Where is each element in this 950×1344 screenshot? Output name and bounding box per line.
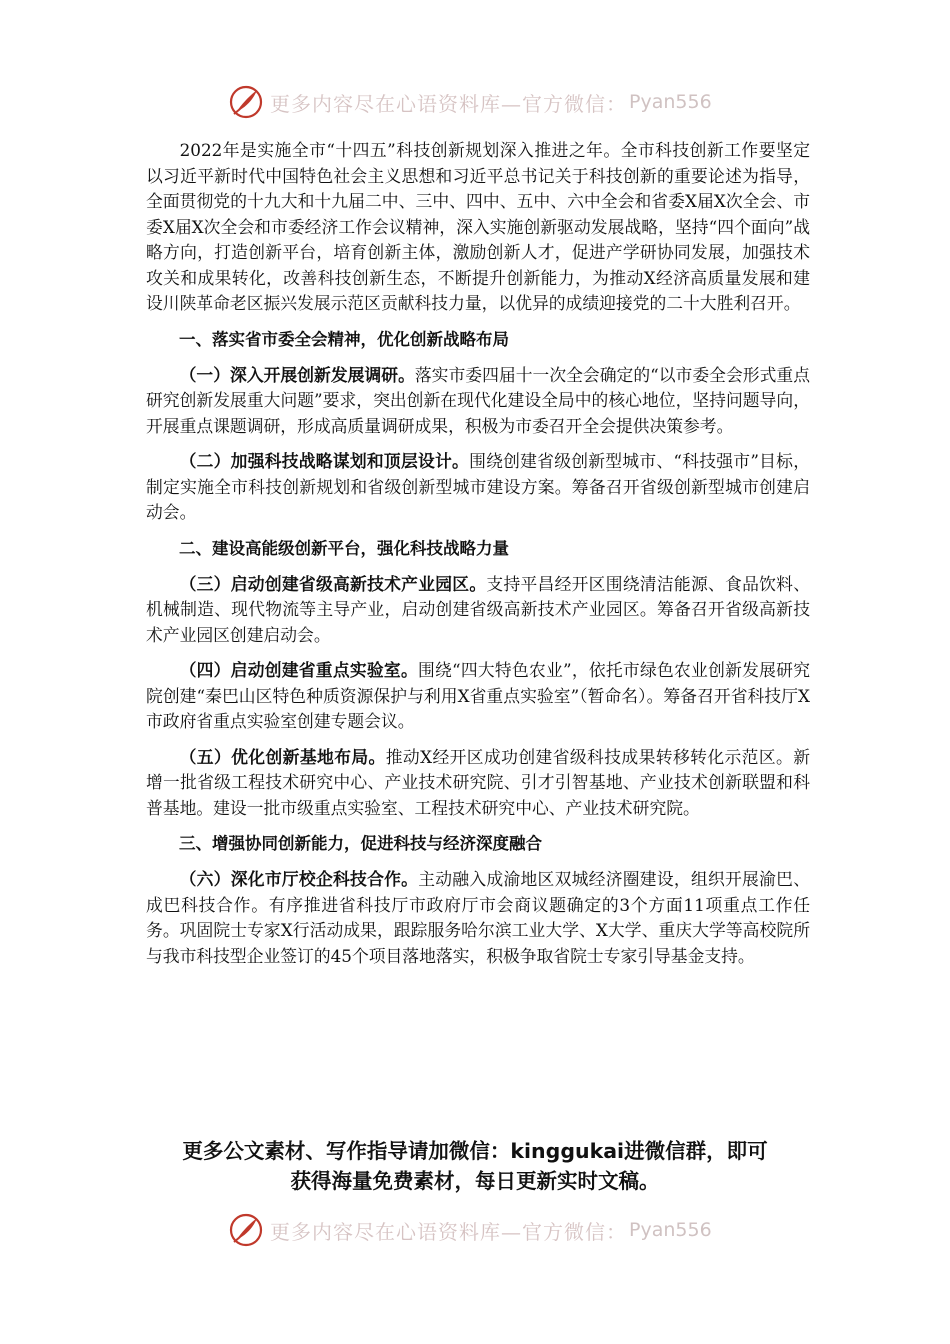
quill-pen-circle-icon — [228, 1212, 264, 1248]
banner-wechat-handle: Pyan556 — [629, 1219, 712, 1241]
item-paragraph-1 — [146, 363, 810, 440]
item-body-4: 围绕“四大特色农业”，依托市绿色农业创新发展研究院创建“秦巴山区特色种质资源保护与利用X省重点实验室”（暂命名）。筹备召开省科技厅X市政府省重点实验室创建专题会议。 — [146, 660, 810, 731]
footer-note-line-2: 获得海量免费素材，每日更新实时文稿。 — [290, 1169, 660, 1193]
item-paragraph-6 — [146, 867, 810, 969]
footer-note-line-1: 更多公文素材、写作指导请加微信：kinggukai进微信群，即可 — [182, 1139, 768, 1163]
item-title-2: （二）加强科技战略谋划和顶层设计。 — [179, 451, 470, 471]
item-paragraph-2 — [146, 449, 810, 526]
footer-note — [120, 1136, 830, 1196]
header-banner — [228, 82, 748, 122]
item-paragraph-4 — [146, 658, 810, 735]
banner-wechat-handle: Pyan556 — [629, 91, 712, 113]
item-title-3: （三）启动创建省级高新技术产业园区。 — [179, 573, 487, 594]
item-body-1: 落实市委四届十一次全会确定的“以市委全会形式重点研究创新发展重大问题”要求，突出创新在现代化建设全局中的核心地位，坚持问题导向，开展重点课题调研，形成高质量调研成果，积极为市委召开全会提供决策参考。 — [146, 364, 810, 436]
item-body-6: 主动融入成渝地区双城经济圈建设，组织开展渝巴、成巴科技合作。有序推进省科技厅市政府厅市会商议题确定的3个方面11项重点工作任务。巩固院士专家X行活动成果，跟踪服务哈尔滨工业大学、X大学、重庆大学等高校院所与我市科技型企业签订的45个项目落地落实，积极争取省院士专家引导基金支持。 — [146, 869, 810, 966]
item-title-4: （四）启动创建省重点实验室。 — [179, 660, 418, 680]
intro-paragraph: 2022年是实施全市“十四五”科技创新规划深入推进之年。全市科技创新工作要坚定以习近平新时代中国特色社会主义思想和习近平总书记关于科技创新的重要论述为指导，全面贯彻党的十九大和十九届二中、三中、四中、五中、六中全会和省委X届X次全会、市委X届X次全会和市委经济工作会议精神，深入实施创新驱动发展战略，坚持“四个面向”战略方向，打造创新平台，培育创新主体，激励创新人才，促进产学研协同发展，加强技术攻关和成果转化，改善科技创新生态，不断提升创新能力，为推动X经济高质量发展和建设川陕革命老区振兴发展示范区贡献科技力量，以优异的成绩迎接党的二十大胜利召开。 — [146, 140, 810, 313]
section-heading-1: 一、落实省市委全会精神，优化创新战略布局 — [179, 329, 509, 349]
section-heading-2: 二、建设高能级创新平台，强化科技战略力量 — [179, 538, 509, 558]
item-title-5: （五）优化创新基地布局。 — [179, 746, 386, 767]
banner-text: 更多内容尽在心语资料库—官方微信： — [270, 91, 627, 116]
item-paragraph-3 — [146, 572, 810, 649]
footer-banner — [228, 1210, 748, 1250]
item-body-5: 推动X经开区成功创建省级科技成果转移转化示范区。新增一批省级工程技术研究中心、产业技术研究院、引才引智基地、产业技术创新联盟和科普基地。建设一批市级重点实验室、工程技术研究中心、产业技术研究院。 — [146, 746, 810, 818]
section-heading-3: 三、增强协同创新能力，促进科技与经济深度融合 — [179, 834, 542, 853]
item-body-3: 支持平昌经开区围绕清洁能源、食品饮料、机械制造、现代物流等主导产业，启动创建省级高新技术产业园区。筹备召开省级高新技术产业园区创建启动会。 — [146, 573, 810, 645]
document-body — [146, 138, 810, 979]
quill-pen-circle-icon — [228, 84, 264, 120]
banner-text: 更多内容尽在心语资料库—官方微信： — [270, 1219, 627, 1244]
item-title-1: （一）深入开展创新发展调研。 — [179, 364, 415, 385]
item-body-2: 围绕创建省级创新型城市、“科技强市”目标，制定实施全市科技创新规划和省级创新型城市建设方案。筹备召开省级创新型城市创建启动会。 — [146, 451, 810, 522]
item-title-6: （六）深化市厅校企科技合作。 — [179, 869, 419, 889]
item-paragraph-5 — [146, 745, 810, 822]
